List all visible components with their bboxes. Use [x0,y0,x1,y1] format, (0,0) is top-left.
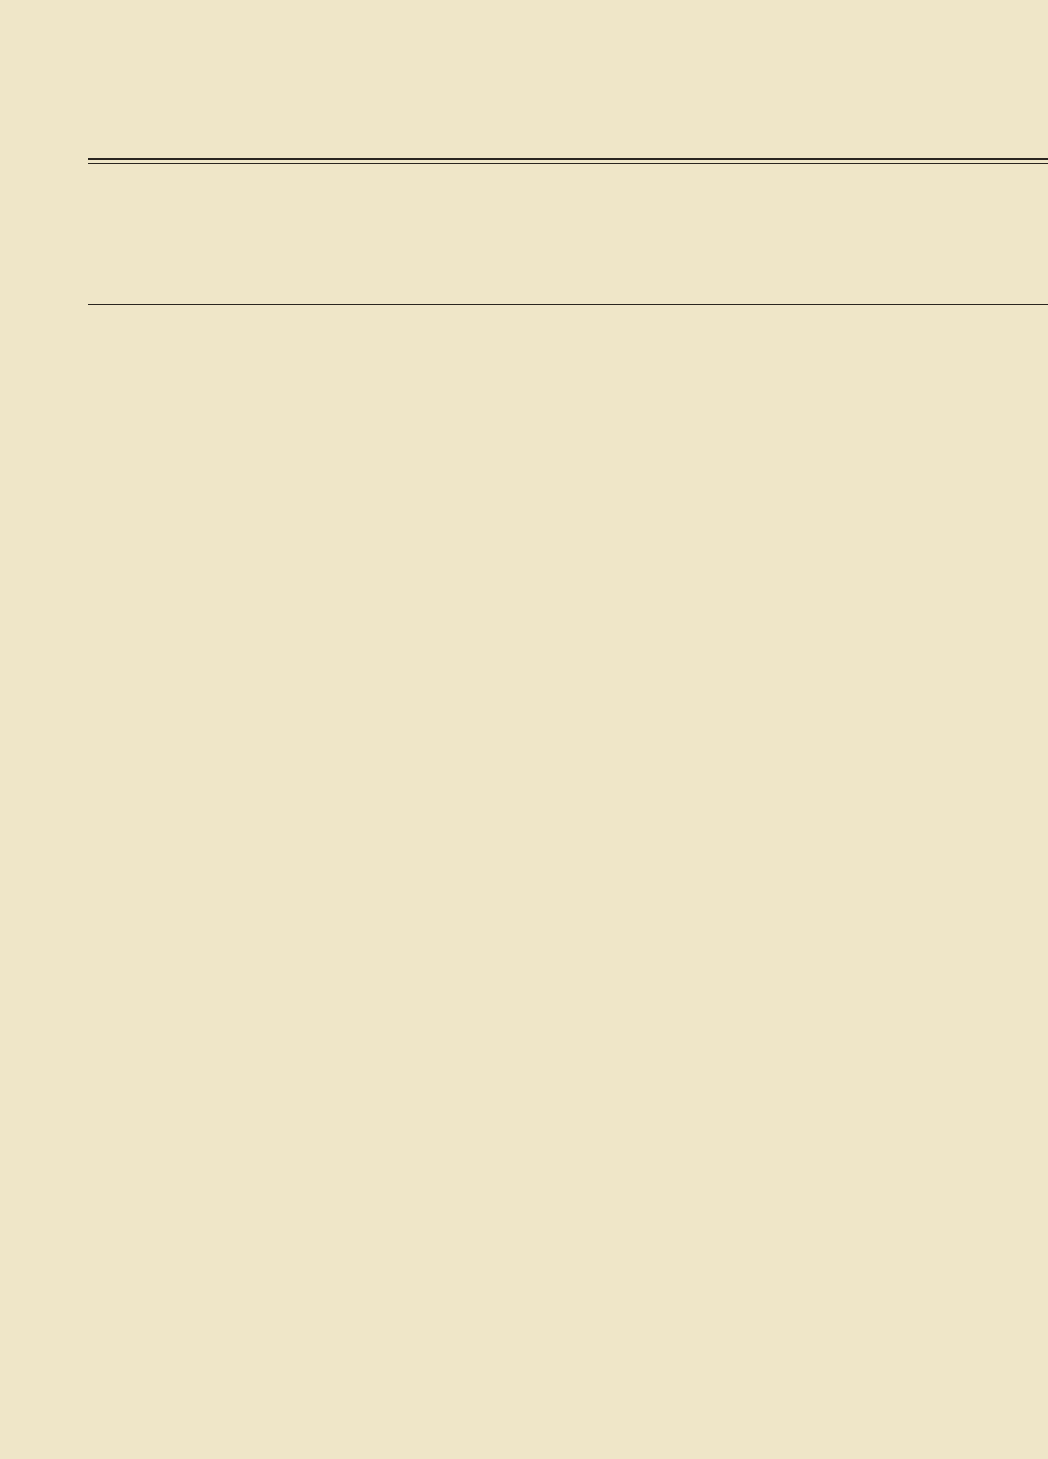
header-bottom-rule [88,304,1048,305]
table-top-rule-thin [88,163,1048,164]
table-top-rule [88,158,1048,160]
